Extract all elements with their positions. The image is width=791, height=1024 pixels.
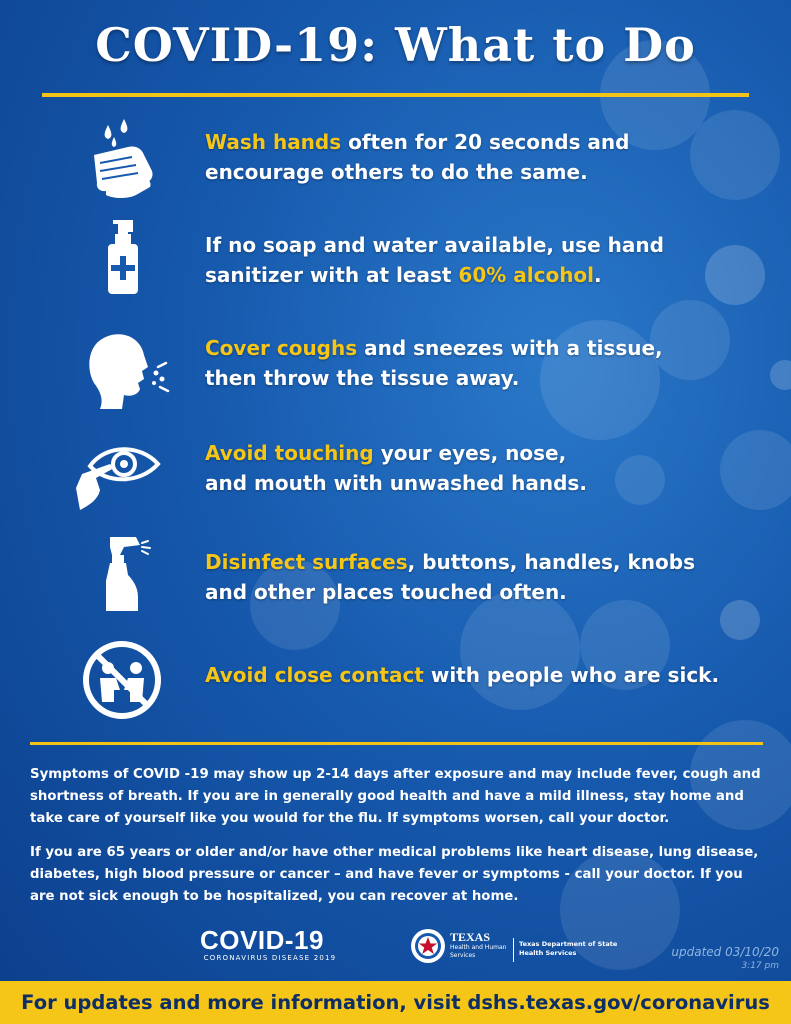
tip-cover-coughs xyxy=(0,325,791,425)
tip-highlight: Disinfect surfaces xyxy=(205,550,408,574)
section-divider xyxy=(30,742,763,745)
texas-seal-icon xyxy=(410,928,446,964)
hhs-title: TEXAS xyxy=(450,930,491,944)
tip-disinfect xyxy=(0,535,791,635)
wash-hands-icon xyxy=(66,115,176,215)
tip-text: encourage others to do the same. xyxy=(205,160,588,184)
covid-logo-text: COVID-19 xyxy=(200,925,324,955)
tip-wash-hands xyxy=(0,115,791,215)
tip-highlight: Avoid touching xyxy=(205,441,374,465)
tip-text: often for 20 seconds and xyxy=(341,130,630,154)
updated-time: 3:17 pm xyxy=(741,961,779,971)
covid19-logo xyxy=(200,925,340,973)
tip-text: sanitizer with at least xyxy=(205,263,459,287)
tip-text: If no soap and water available, use hand xyxy=(205,233,664,257)
tip-text: and mouth with unwashed hands. xyxy=(205,471,587,495)
tip-text: with people who are sick. xyxy=(423,663,720,687)
footer-banner: For updates and more information, visit dshs.texas.gov/coronavirus xyxy=(0,981,791,1024)
tip-avoid-contact xyxy=(0,640,791,740)
no-contact-icon xyxy=(66,640,176,740)
tip-highlight: Cover coughs xyxy=(205,336,358,360)
updated-date: updated 03/10/20 xyxy=(671,945,779,959)
texas-hhs-logo xyxy=(410,928,618,968)
tip-text: , buttons, handles, knobs xyxy=(407,550,695,574)
cough-icon xyxy=(66,325,176,425)
covid-logo-subtitle: CORONAVIRUS DISEASE 2019 xyxy=(203,954,337,962)
hand-sanitizer-icon xyxy=(66,218,176,318)
title-divider xyxy=(42,93,749,97)
tip-text: and sneezes with a tissue, xyxy=(357,336,663,360)
touch-eye-icon xyxy=(66,430,176,530)
tip-highlight: Wash hands xyxy=(205,130,342,154)
tip-avoid-touching xyxy=(0,430,791,530)
tip-text: and other places touched often. xyxy=(205,580,567,604)
logo-divider xyxy=(513,938,514,962)
dshs-text: Texas Department of State Health Services xyxy=(519,940,618,957)
page-title: COVID-19: What to Do xyxy=(95,18,696,72)
tip-highlight: Avoid close contact xyxy=(205,663,424,687)
tip-text: your eyes, nose, xyxy=(373,441,567,465)
hhs-subtitle: Health and Human Services xyxy=(450,944,507,959)
tip-sanitizer xyxy=(0,218,791,318)
tip-text: . xyxy=(594,263,602,287)
tip-text: then throw the tissue away. xyxy=(205,366,520,390)
tip-highlight: 60% alcohol xyxy=(458,263,595,287)
high-risk-paragraph: If you are 65 years or older and/or have other medical problems like heart disease, lung disease, diabetes, high blood pressure or cancer – and have fever or symptoms - call your doctor. If you are not sick enough to be hospitalized, you can recover at home. xyxy=(30,845,759,904)
symptoms-paragraph: Symptoms of COVID -19 may show up 2-14 days after exposure and may include fever, cough and shortness of breath. If you are in generally good health and have a mild illness, stay home and take care of yourself like you would for the flu. If symptoms worsen, call your doctor. xyxy=(30,767,761,826)
updated-stamp xyxy=(671,945,779,971)
spray-bottle-icon xyxy=(66,535,176,635)
